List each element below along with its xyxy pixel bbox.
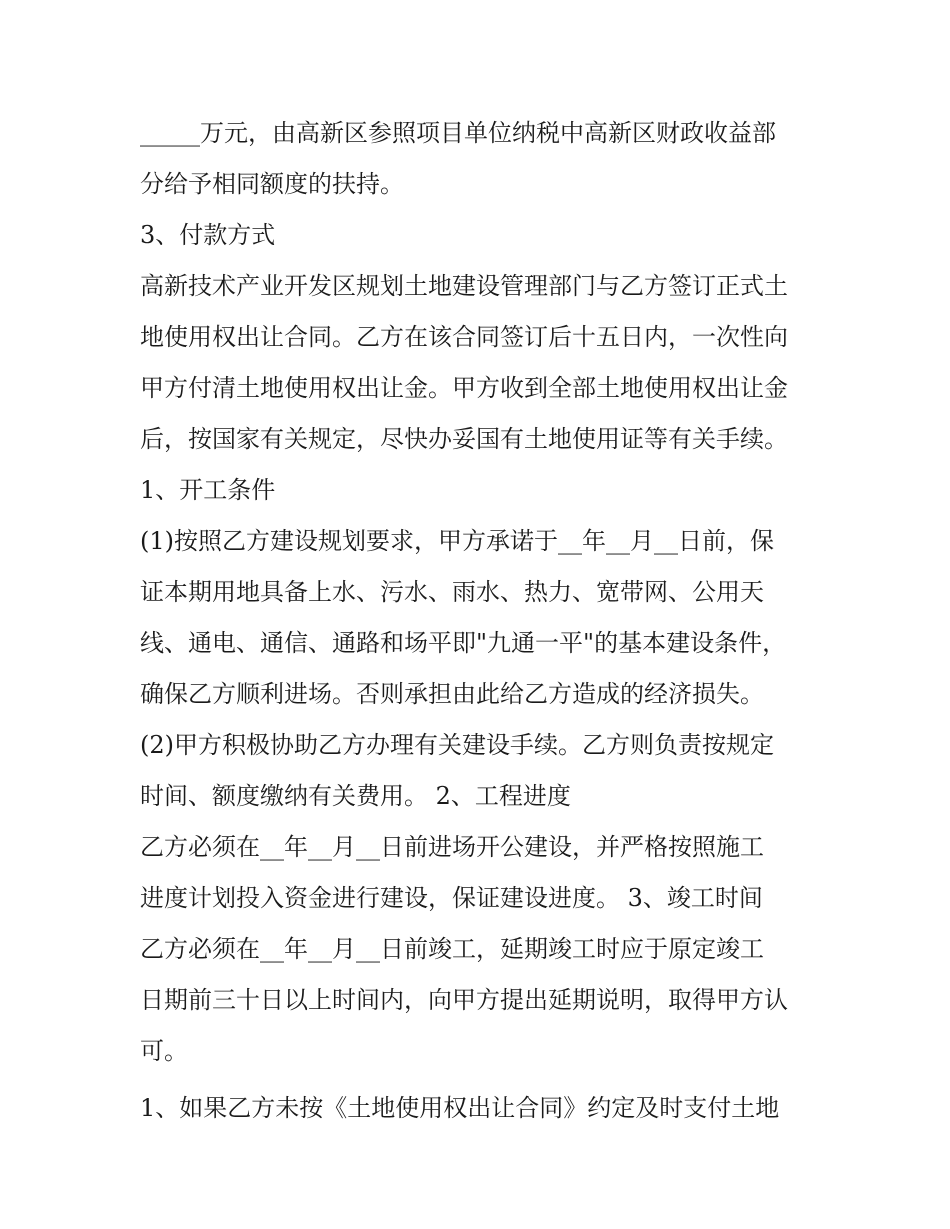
body-line: 地使用权出让合同。乙方在该合同签订后十五日内，一次性向 bbox=[140, 323, 788, 351]
body-line: 乙方必须在__年__月__日前竣工，延期竣工时应于原定竣工 bbox=[140, 935, 764, 963]
body-line: _____万元，由高新区参照项目单位纳税中高新区财政收益部 bbox=[140, 119, 776, 147]
body-line: 分给予相同额度的扶持。 bbox=[140, 170, 404, 198]
section-heading: 1、开工条件 bbox=[140, 476, 276, 504]
body-line: 时间、额度缴纳有关费用。 2、工程进度 bbox=[140, 782, 571, 810]
body-line: 高新技术产业开发区规划土地建设管理部门与乙方签订正式土 bbox=[140, 272, 788, 300]
body-line: 后，按国家有关规定，尽快办妥国有土地使用证等有关手续。 bbox=[140, 425, 788, 453]
section-heading: 3、付款方式 bbox=[140, 221, 276, 249]
body-line: 日期前三十日以上时间内，向甲方提出延期说明，取得甲方认 bbox=[140, 986, 788, 1014]
body-line: 线、通电、通信、通路和场平即"九通一平"的基本建设条件， bbox=[140, 629, 787, 657]
document-body bbox=[140, 108, 830, 1134]
body-line: (2)甲方积极协助乙方办理有关建设手续。乙方则负责按规定 bbox=[140, 731, 774, 759]
body-line: 1、如果乙方未按《土地使用权出让合同》约定及时支付土地 bbox=[140, 1094, 780, 1122]
body-line: 证本期用地具备上水、污水、雨水、热力、宽带网、公用天 bbox=[140, 578, 764, 606]
body-line: 可。 bbox=[140, 1037, 188, 1065]
body-line: 进度计划投入资金进行建设，保证建设进度。 3、竣工时间 bbox=[140, 884, 763, 912]
body-line: (1)按照乙方建设规划要求，甲方承诺于__年__月__日前，保 bbox=[140, 527, 774, 555]
body-line: 确保乙方顺利进场。否则承担由此给乙方造成的经济损失。 bbox=[140, 680, 764, 708]
body-line: 乙方必须在__年__月__日前进场开公建设，并严格按照施工 bbox=[140, 833, 764, 861]
body-line: 甲方付清土地使用权出让金。甲方收到全部土地使用权出让金 bbox=[140, 374, 788, 402]
